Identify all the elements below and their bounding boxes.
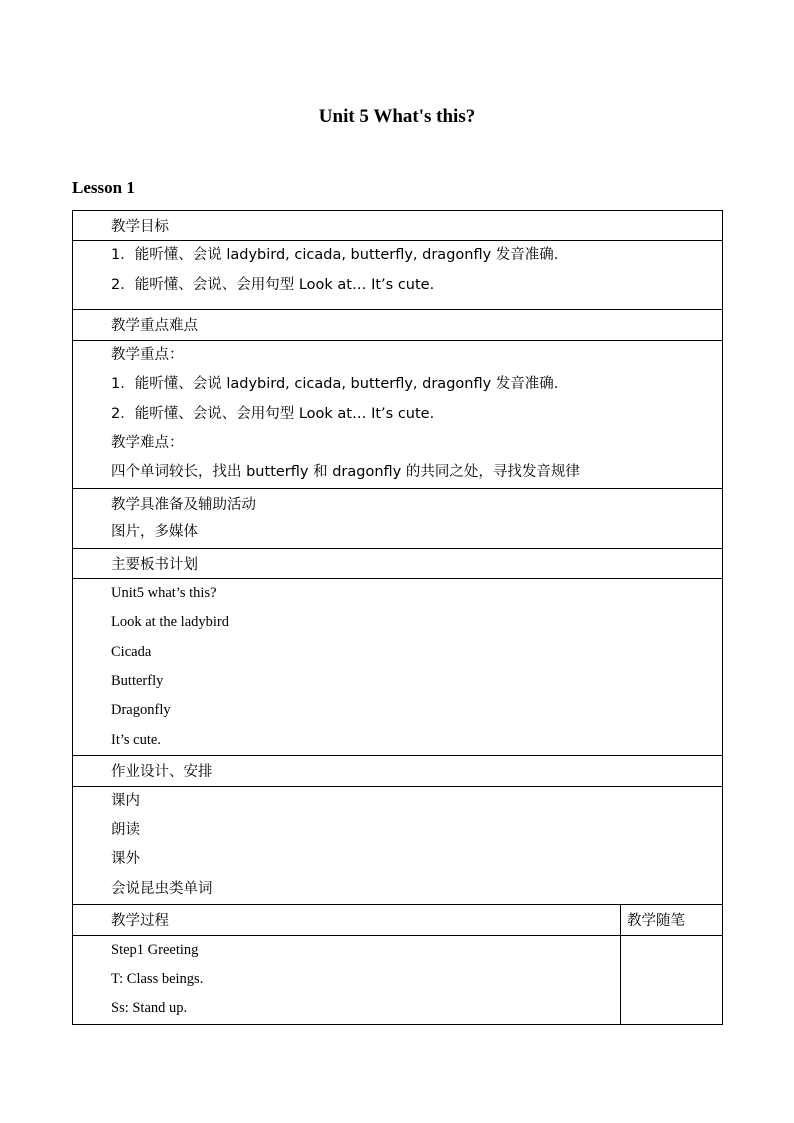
materials-line: 图片，多媒体 (111, 524, 198, 541)
board-line: Cicada (111, 643, 152, 660)
objectives-heading: 教学目标 (111, 219, 169, 235)
materials-row (73, 488, 723, 548)
lesson-plan-table (72, 210, 723, 1025)
objectives-header-row (73, 211, 723, 241)
board-line: Unit5 what’s this? (111, 584, 217, 601)
process-heading: 教学过程 (111, 913, 169, 930)
notes-heading: 教学随笔 (627, 913, 685, 930)
homework-header-row (73, 756, 723, 786)
homework-line: 朗读 (111, 822, 140, 839)
homework-body-row (73, 786, 723, 905)
process-header-row (73, 905, 723, 935)
key-points-line: 教学难点： (111, 434, 184, 451)
board-line: Butterfly (111, 673, 164, 690)
objectives-body-row (73, 241, 723, 310)
process-line: Step1 Greeting (111, 941, 199, 958)
key-points-line: 教学重点： (111, 346, 184, 363)
key-points-header-row (73, 310, 723, 340)
process-line: Ss: Stand up. (111, 1000, 188, 1017)
homework-heading: 作业设计、安排 (111, 764, 213, 781)
board-body-row (73, 578, 723, 755)
homework-line: 课外 (111, 851, 140, 868)
board-header-row (73, 548, 723, 578)
key-points-body-row (73, 340, 723, 488)
document-title: Unit 5 What's this? (318, 106, 476, 127)
process-line: T: Class beings. (111, 970, 204, 987)
homework-line: 课内 (111, 792, 140, 809)
process-body-row (73, 935, 723, 1024)
lesson-heading: Lesson 1 (72, 178, 135, 197)
key-points-line: 2．能听懂、会说、会用句型 Look at… It’s cute. (111, 405, 435, 422)
homework-line: 会说昆虫类单词 (111, 880, 213, 897)
key-points-line: 四个单词较长，找出 butterfly 和 dragonfly 的共同之处，寻找发音规律 (111, 464, 580, 481)
board-heading: 主要板书计划 (111, 556, 198, 573)
board-line: Dragonfly (111, 702, 171, 719)
board-line: Look at the ladybird (111, 614, 229, 631)
materials-heading: 教学具准备及辅助活动 (111, 496, 256, 513)
objectives-line: 1．能听懂、会说 ladybird, cicada, butterfly, dragonfly 发音准确. (111, 247, 559, 264)
notes-cell (621, 935, 723, 1024)
board-line: It’s cute. (111, 731, 161, 748)
objectives-line: 2．能听懂、会说、会用句型 Look at… It’s cute. (111, 276, 435, 293)
key-points-heading: 教学重点难点 (111, 318, 198, 335)
key-points-line: 1．能听懂、会说 ladybird, cicada, butterfly, dragonfly 发音准确. (111, 376, 559, 393)
